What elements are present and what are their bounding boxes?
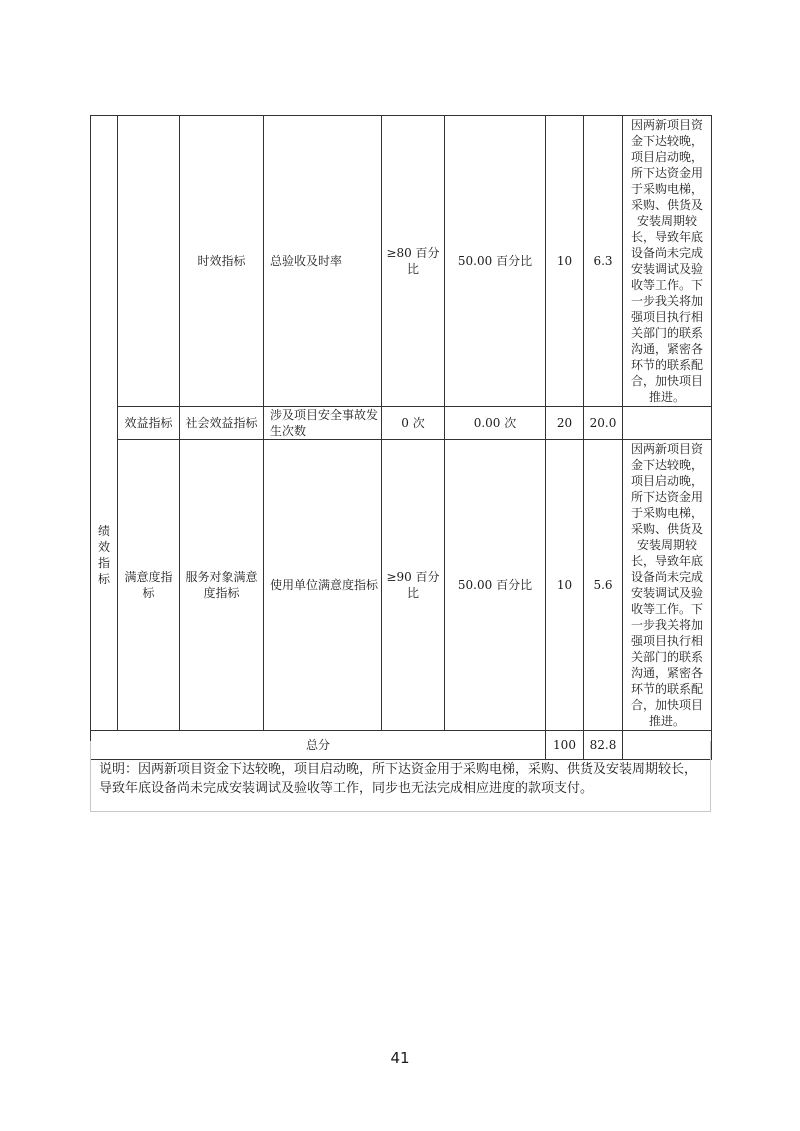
level1-cell	[118, 116, 180, 407]
level2-cell: 社会效益指标	[180, 407, 264, 440]
score-cell: 20.0	[584, 407, 623, 440]
page-number: 41	[390, 1049, 410, 1067]
level1-cell: 效益指标	[118, 407, 180, 440]
level2-cell: 时效指标	[180, 116, 264, 407]
actual-cell: 50.00 百分比	[445, 116, 546, 407]
score-cell: 6.3	[584, 116, 623, 407]
level2-cell: 服务对象满意度指标	[180, 440, 264, 731]
total-score: 82.8	[584, 731, 623, 760]
indicator-cell: 使用单位满意度指标	[264, 440, 382, 731]
actual-cell: 50.00 百分比	[445, 440, 546, 731]
total-label: 总分	[91, 731, 546, 760]
explanation-note: 说明：因两新项目资金下达较晚，项目启动晚，所下达资金用于采购电梯，采购、供货及安装周期较长，导致年底设备尚未完成安装调试及验收等工作，同步也无法完成相应进度的款项支付。	[90, 741, 711, 812]
category-cell: 绩效指标	[91, 116, 118, 731]
target-cell: 0 次	[382, 407, 445, 440]
indicator-cell: 涉及项目安全事故发生次数	[264, 407, 382, 440]
actual-cell: 0.00 次	[445, 407, 546, 440]
weight-cell: 20	[546, 407, 584, 440]
indicator-cell: 总验收及时率	[264, 116, 382, 407]
reason-cell	[623, 407, 712, 440]
score-cell: 5.6	[584, 440, 623, 731]
table-row	[91, 440, 712, 731]
target-cell: ≥80 百分比	[382, 116, 445, 407]
reason-cell: 因两新项目资金下达较晚，项目启动晚，所下达资金用于采购电梯，采购、供货及安装周期较长，导致年底设备尚未完成安装调试及验收等工作。下一步我关将加强项目执行相关部门的联系沟通，紧密各环节的联系配合，加快项目推进。	[623, 440, 712, 731]
reason-cell: 因两新项目资金下达较晚，项目启动晚，所下达资金用于采购电梯，采购、供货及安装周期较长，导致年底设备尚未完成安装调试及验收等工作。下一步我关将加强项目执行相关部门的联系沟通，紧密各环节的联系配合，加快项目推进。	[623, 116, 712, 407]
weight-cell: 10	[546, 116, 584, 407]
target-cell: ≥90 百分比	[382, 440, 445, 731]
table-row	[91, 116, 712, 407]
weight-cell: 10	[546, 440, 584, 731]
table-row	[91, 407, 712, 440]
total-weight: 100	[546, 731, 584, 760]
level1-cell: 满意度指标	[118, 440, 180, 731]
performance-table	[90, 115, 712, 760]
